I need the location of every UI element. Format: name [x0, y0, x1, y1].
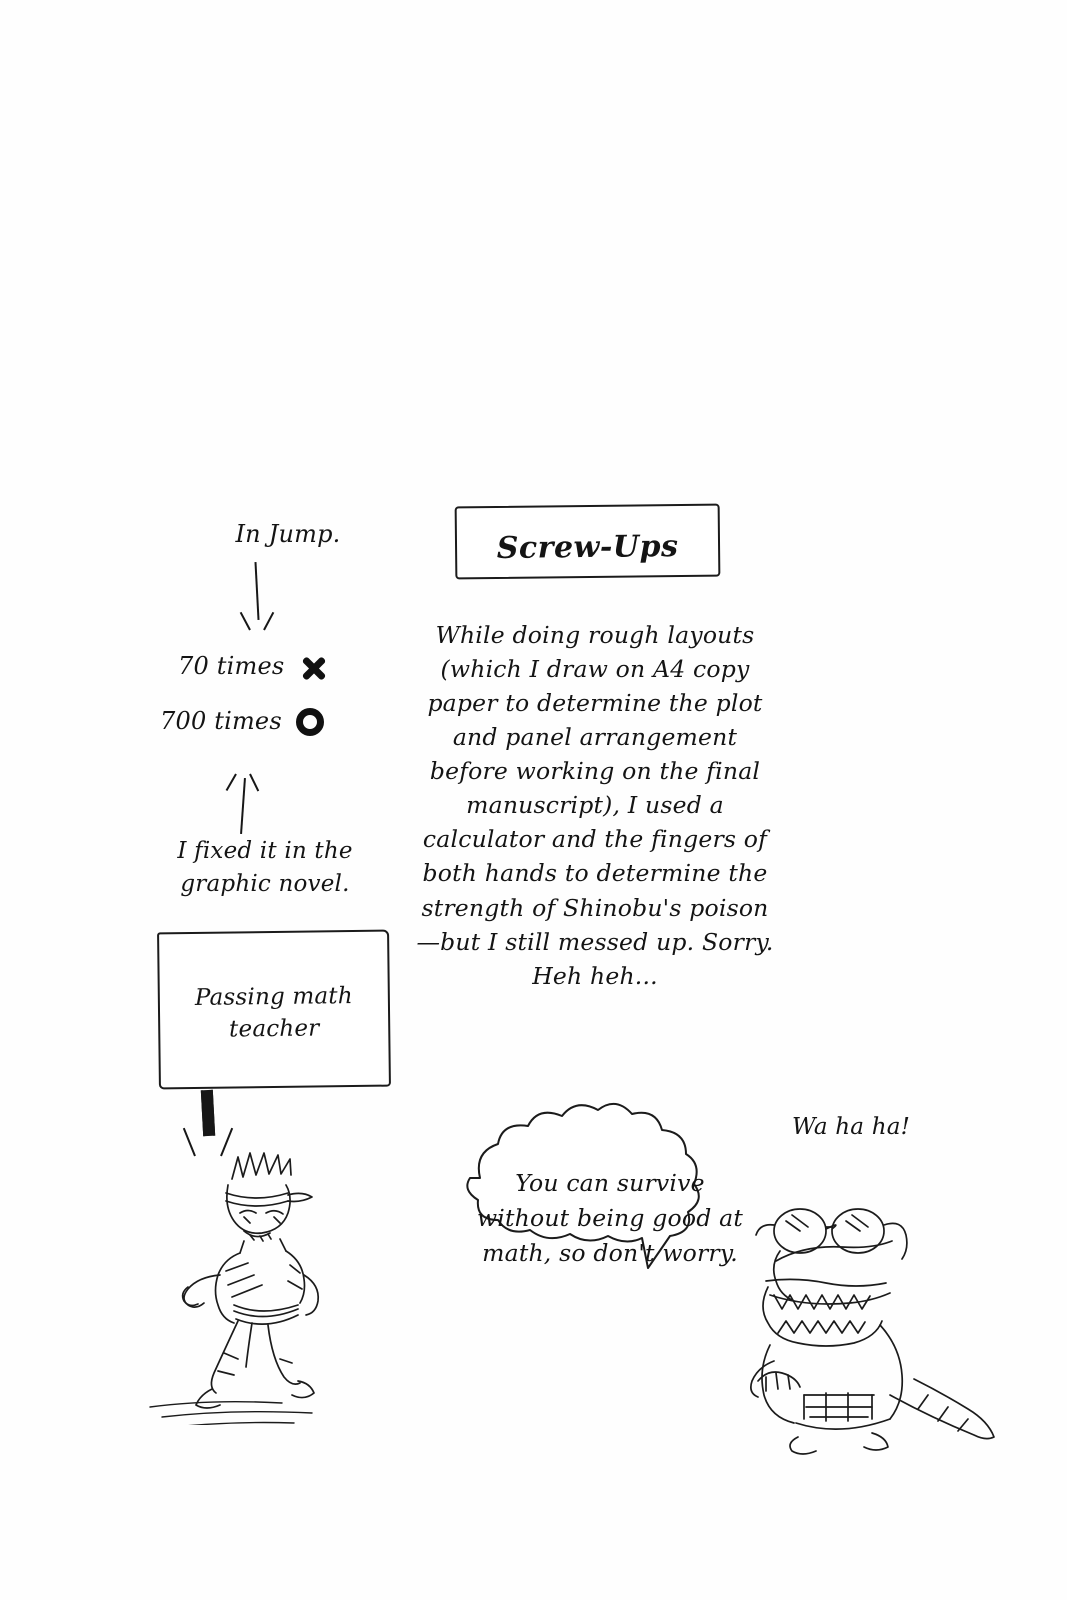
passing-math-teacher-label: Passing math teacher: [194, 983, 353, 1043]
speech-bubble: [450, 1100, 770, 1330]
arrow-up-icon: [228, 772, 258, 836]
author-note-body: While doing rough layouts (which I draw on A4 copy paper to determine the plot and panel arrangement before working on the final manuscript), I used a calculator and the fingers of both hands to determine the strength of Shinobu's poison—but I still messed up. Sorry. Heh heh...: [416, 621, 774, 990]
o-mark-icon: [296, 708, 324, 736]
arrow-down-icon: [242, 562, 272, 632]
laugh-text: Wa ha ha!: [792, 1114, 911, 1140]
entry-700-label: 700 times: [160, 707, 282, 735]
x-mark-icon: [298, 652, 328, 682]
entry-70-times: [178, 650, 328, 683]
page-title: Screw-Ups: [496, 529, 679, 566]
screw-ups-title-box: [455, 504, 721, 580]
crocodile-character-illustration: [740, 1155, 1000, 1455]
speech-bubble-text: You can survive without being good at math, so don't worry.: [476, 1169, 744, 1267]
passing-math-teacher-box: [157, 930, 391, 1090]
in-jump-label: In Jump.: [235, 520, 341, 548]
entry-700-times: [160, 705, 324, 738]
fixed-in-graphic-novel-note: I fixed it in the graphic novel.: [177, 838, 353, 898]
running-character-illustration: [140, 1135, 370, 1425]
entry-70-label: 70 times: [178, 652, 285, 680]
